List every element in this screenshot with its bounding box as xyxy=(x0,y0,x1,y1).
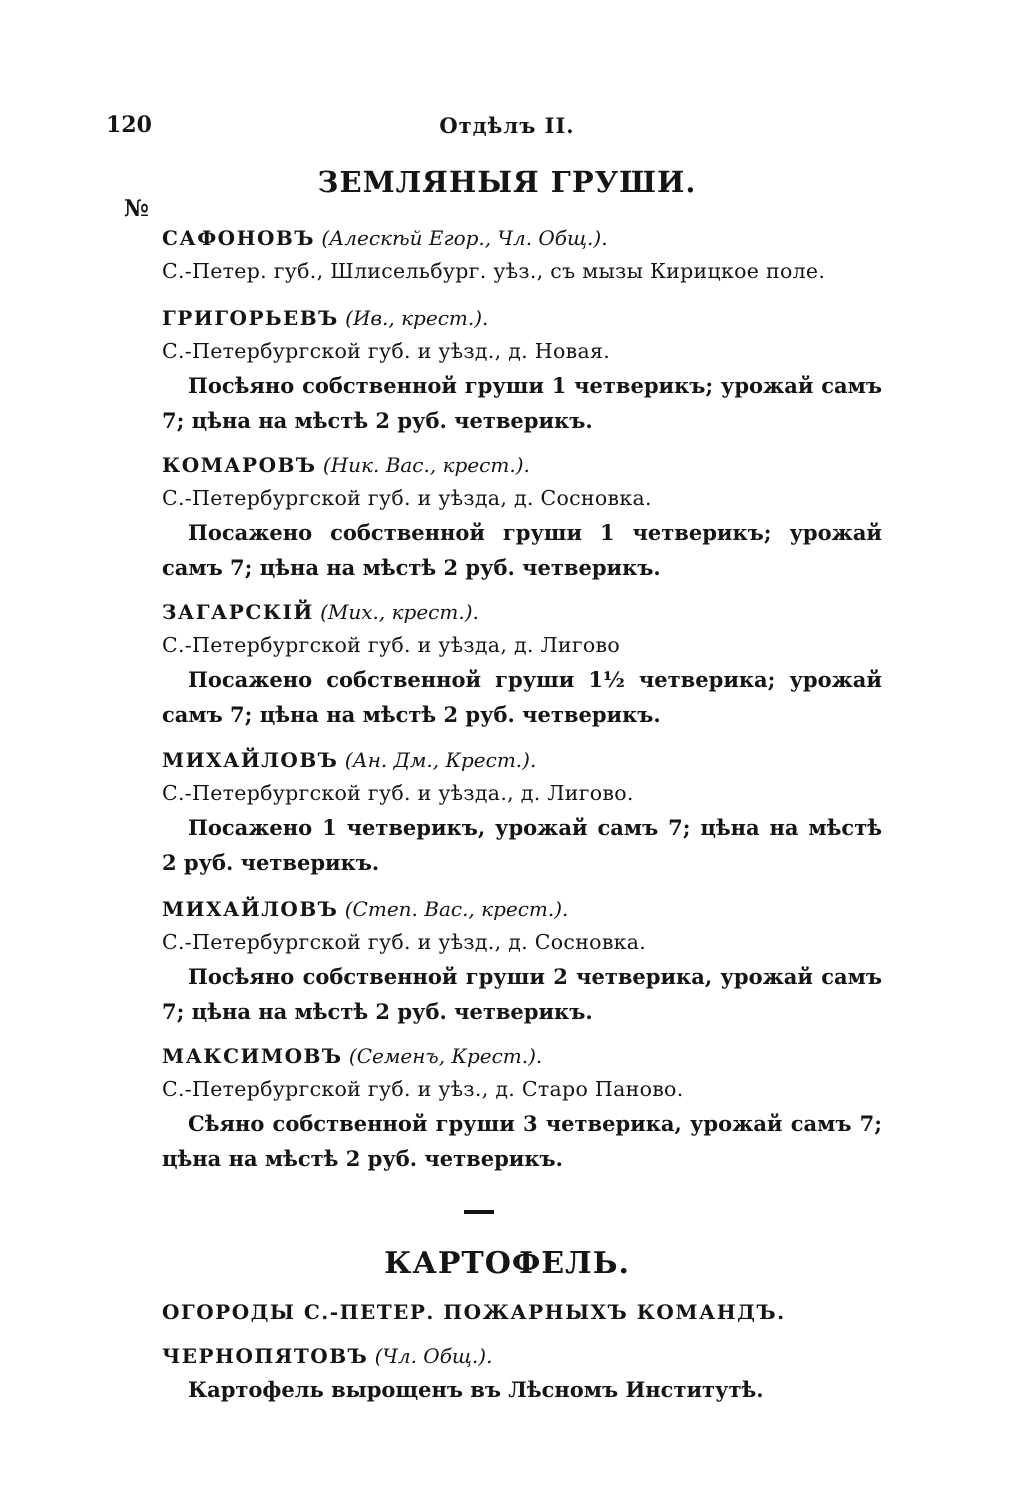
entry-name-line xyxy=(162,744,882,776)
entry-name-line xyxy=(162,1040,882,1072)
entry-maksimov xyxy=(162,1040,882,1176)
entry-qualifier: (Ив., крест.). xyxy=(345,306,489,330)
entry-qualifier: (Степ. Вас., крест.). xyxy=(344,897,569,921)
entry-name-line xyxy=(162,449,882,481)
entry-mikhailov-an xyxy=(162,744,882,880)
entry-address: С.-Петер. губ., Шлисельбург. уѣз., съ мызы Кирицкое поле. xyxy=(162,259,826,283)
entry-qualifier: (Алескѣй Егор., Чл. Общ.). xyxy=(321,226,608,250)
entry-surname: ЧЕРНОПЯТОВЪ xyxy=(162,1344,369,1368)
entry-details: Посажено собственной груши 1½ четверика; урожай самъ 7; цѣна на мѣстѣ 2 руб. четверикъ. xyxy=(162,667,882,727)
entry-qualifier: (Семенъ, Крест.). xyxy=(348,1044,543,1068)
page-number: 120 xyxy=(106,112,152,138)
entry-surname: ГРИГОРЬЕВЪ xyxy=(162,306,339,330)
entry-chernopyatov xyxy=(162,1340,882,1407)
entry-name-line xyxy=(162,596,882,628)
organization-heading: ОГОРОДЫ С.-ПЕТЕР. ПОЖАРНЫХЪ КОМАНДЪ. xyxy=(162,1300,786,1324)
number-sign: № xyxy=(124,195,149,222)
entry-mikhailov-step xyxy=(162,893,882,1029)
entry-address: С.-Петербургской губ. и уѣзда., д. Лигово. xyxy=(162,781,634,805)
entry-address: С.-Петербургской губ. и уѣзда, д. Лигово xyxy=(162,633,621,657)
entry-name-line xyxy=(162,893,882,925)
entry-surname: КОМАРОВЪ xyxy=(162,453,317,477)
entry-komarov xyxy=(162,449,882,585)
section-title-earth-pears: ЗЕМЛЯНЫЯ ГРУШИ. xyxy=(317,165,697,199)
running-head: Отдѣлъ II. xyxy=(439,113,575,138)
entry-qualifier: (Ан. Дм., Крест.). xyxy=(344,748,537,772)
entry-name-line xyxy=(162,222,882,254)
entry-address: С.-Петербургской губ. и уѣзд., д. Сосновка. xyxy=(162,930,647,954)
entry-safonov xyxy=(162,222,882,288)
entry-surname: МАКСИМОВЪ xyxy=(162,1044,343,1068)
entry-details: Посѣяно собственной груши 1 четверикъ; урожай самъ 7; цѣна на мѣстѣ 2 руб. четверикъ. xyxy=(162,373,882,433)
entry-surname: МИХАЙЛОВЪ xyxy=(162,897,339,921)
entry-address: С.-Петербургской губ. и уѣз., д. Старо Паново. xyxy=(162,1077,684,1101)
entry-surname: САФОНОВЪ xyxy=(162,226,315,250)
entry-details: Сѣяно собственной груши 3 четверика, урожай самъ 7; цѣна на мѣстѣ 2 руб. четверикъ. xyxy=(162,1111,882,1171)
entry-address: С.-Петербургской губ. и уѣзд., д. Новая. xyxy=(162,339,611,363)
section-title-potato: КАРТОФЕЛЬ. xyxy=(384,1246,630,1281)
entry-qualifier: (Мих., крест.). xyxy=(320,600,479,624)
entry-qualifier: (Чл. Общ.). xyxy=(374,1344,493,1368)
entry-details: Посажено собственной груши 1 четверикъ; урожай самъ 7; цѣна на мѣстѣ 2 руб. четверикъ. xyxy=(162,520,882,580)
entry-name-line xyxy=(162,1340,882,1372)
entry-details: Посажено 1 четверикъ, урожай самъ 7; цѣна на мѣстѣ 2 руб. четверикъ. xyxy=(162,815,882,875)
entry-surname: ЗАГАРСКІЙ xyxy=(162,600,314,624)
section-divider xyxy=(464,1210,494,1214)
entry-details: Картофель вырощенъ въ Лѣсномъ Институтѣ. xyxy=(188,1377,764,1402)
entry-zagarsky xyxy=(162,596,882,732)
entry-grigoriev xyxy=(162,302,882,438)
entry-name-line xyxy=(162,302,882,334)
entry-qualifier: (Ник. Вас., крест.). xyxy=(322,453,530,477)
entry-surname: МИХАЙЛОВЪ xyxy=(162,748,339,772)
entry-details: Посѣяно собственной груши 2 четверика, урожай самъ 7; цѣна на мѣстѣ 2 руб. четверикъ. xyxy=(162,964,882,1024)
entry-address: С.-Петербургской губ. и уѣзда, д. Сосновка. xyxy=(162,486,652,510)
